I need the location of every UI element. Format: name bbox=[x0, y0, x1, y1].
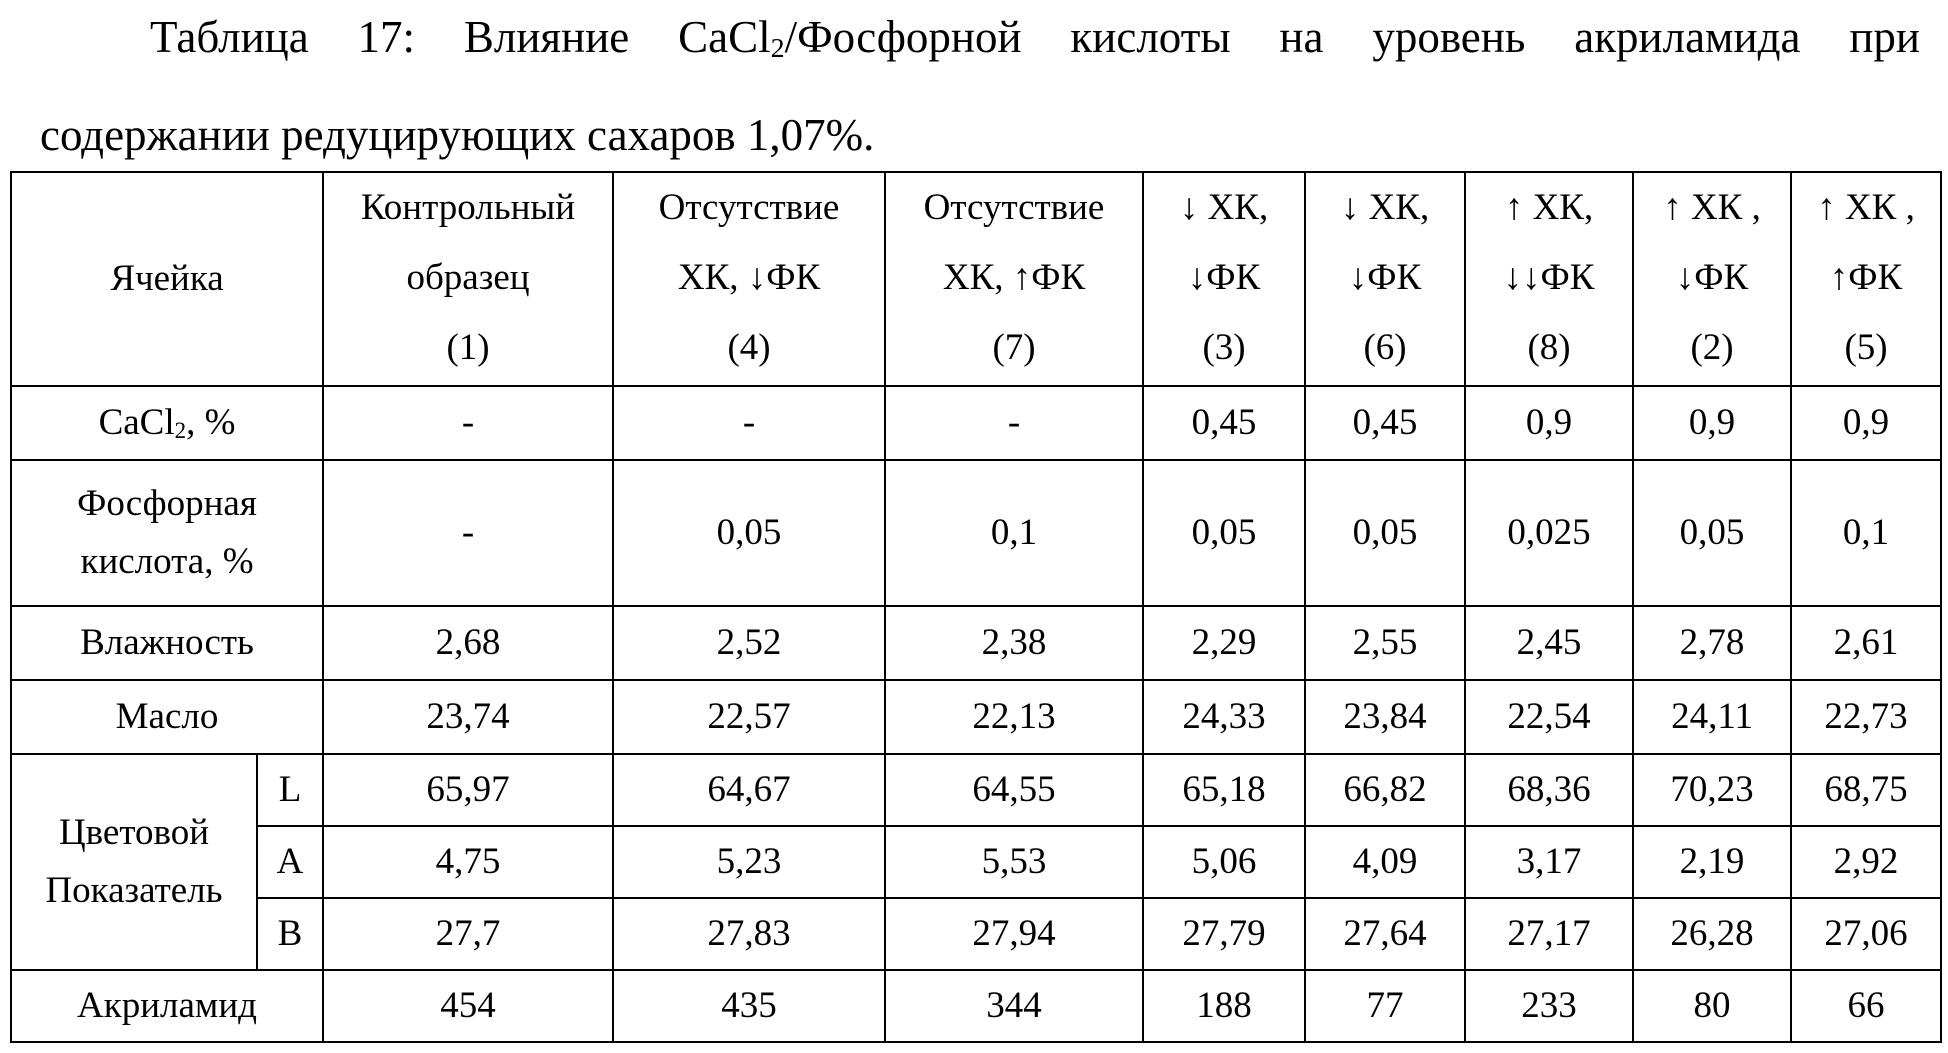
table-cell: 4,75 bbox=[323, 826, 613, 898]
table-cell: 77 bbox=[1305, 970, 1465, 1042]
column-header-line: (8) bbox=[1527, 327, 1571, 368]
column-header-line: (1) bbox=[446, 327, 490, 368]
table-cell: 2,19 bbox=[1633, 826, 1791, 898]
table-cell: - bbox=[885, 386, 1143, 460]
column-header-line: ↑ФК bbox=[1829, 257, 1903, 298]
column-header bbox=[1143, 172, 1305, 386]
table-cell: 27,17 bbox=[1465, 898, 1633, 970]
row-cacl2 bbox=[11, 386, 1941, 460]
row-phosphoric bbox=[11, 460, 1941, 606]
table-cell: 0,45 bbox=[1143, 386, 1305, 460]
table-cell: 0,1 bbox=[1791, 460, 1941, 606]
row-label-oil: Масло bbox=[11, 680, 323, 754]
column-header-line: ↓ ХК, bbox=[1340, 187, 1430, 228]
table-cell: 27,64 bbox=[1305, 898, 1465, 970]
cell-label-header: Ячейка bbox=[11, 172, 323, 386]
table-cell: 4,09 bbox=[1305, 826, 1465, 898]
table-cell: 0,05 bbox=[613, 460, 885, 606]
table-cell: 27,06 bbox=[1791, 898, 1941, 970]
row-label-L: L bbox=[257, 754, 323, 826]
table-cell: 22,57 bbox=[613, 680, 885, 754]
column-header bbox=[1305, 172, 1465, 386]
table-cell: 188 bbox=[1143, 970, 1305, 1042]
table-cell: 66,82 bbox=[1305, 754, 1465, 826]
table-cell: 0,9 bbox=[1465, 386, 1633, 460]
table-cell: 2,78 bbox=[1633, 606, 1791, 680]
row-label-A: A bbox=[257, 826, 323, 898]
table-cell: 5,53 bbox=[885, 826, 1143, 898]
table-cell: 2,38 bbox=[885, 606, 1143, 680]
table-cell: 22,54 bbox=[1465, 680, 1633, 754]
row-label-acrylamide: Акриламид bbox=[11, 970, 323, 1042]
column-header bbox=[1791, 172, 1941, 386]
column-header-line: ↓ФК bbox=[1187, 257, 1261, 298]
caption-line-2: содержании редуцирующих сахаров 1,07%. bbox=[40, 110, 875, 160]
table-cell: 70,23 bbox=[1633, 754, 1791, 826]
row-label-B: B bbox=[257, 898, 323, 970]
column-header bbox=[323, 172, 613, 386]
column-header-line: ↑ ХК , bbox=[1663, 187, 1761, 228]
table-cell: 0,05 bbox=[1305, 460, 1465, 606]
column-header-line: ↓ФК bbox=[1675, 257, 1749, 298]
table-cell: 2,68 bbox=[323, 606, 613, 680]
column-header-line: (6) bbox=[1363, 327, 1407, 368]
table-cell: 22,13 bbox=[885, 680, 1143, 754]
table-cell: 0,9 bbox=[1791, 386, 1941, 460]
table-cell: 23,84 bbox=[1305, 680, 1465, 754]
column-header-line: ХК, ↓ФК bbox=[677, 257, 821, 298]
column-header-line: Отсутствие bbox=[923, 187, 1105, 228]
table-cell: - bbox=[613, 386, 885, 460]
table-cell: - bbox=[323, 386, 613, 460]
table-cell: 435 bbox=[613, 970, 885, 1042]
column-header-line: ↑ ХК , bbox=[1817, 187, 1915, 228]
table-cell: 0,05 bbox=[1633, 460, 1791, 606]
row-oil bbox=[11, 680, 1941, 754]
table-cell: 22,73 bbox=[1791, 680, 1941, 754]
column-header-line: образец bbox=[406, 257, 530, 298]
table-cell: - bbox=[323, 460, 613, 606]
table-cell: 2,61 bbox=[1791, 606, 1941, 680]
column-header bbox=[885, 172, 1143, 386]
table-cell: 24,33 bbox=[1143, 680, 1305, 754]
table-cell: 344 bbox=[885, 970, 1143, 1042]
column-header-line: (2) bbox=[1690, 327, 1734, 368]
table-cell: 2,52 bbox=[613, 606, 885, 680]
table-caption bbox=[40, 0, 1920, 184]
column-header-line: ↑ ХК, bbox=[1504, 187, 1594, 228]
table-cell: 2,92 bbox=[1791, 826, 1941, 898]
column-header-line: Отсутствие bbox=[658, 187, 840, 228]
table-cell: 24,11 bbox=[1633, 680, 1791, 754]
table-cell: 27,94 bbox=[885, 898, 1143, 970]
table-cell: 27,7 bbox=[323, 898, 613, 970]
row-color-A bbox=[11, 826, 1941, 898]
row-label-cacl2: CaCl$_2$, % bbox=[11, 386, 323, 460]
column-header-line: ↓ ХК, bbox=[1179, 187, 1269, 228]
table-cell: 454 bbox=[323, 970, 613, 1042]
column-header-line: (7) bbox=[992, 327, 1036, 368]
table-cell: 80 bbox=[1633, 970, 1791, 1042]
table-cell: 66 bbox=[1791, 970, 1941, 1042]
table-cell: 0,1 bbox=[885, 460, 1143, 606]
table-cell: 27,79 bbox=[1143, 898, 1305, 970]
column-header-line: ↓↓ФК bbox=[1503, 257, 1595, 298]
row-color-L bbox=[11, 754, 1941, 826]
table-cell: 3,17 bbox=[1465, 826, 1633, 898]
column-header-line: (3) bbox=[1202, 327, 1246, 368]
table-cell: 68,36 bbox=[1465, 754, 1633, 826]
table-cell: 65,18 bbox=[1143, 754, 1305, 826]
table-cell: 2,45 bbox=[1465, 606, 1633, 680]
column-header bbox=[1633, 172, 1791, 386]
table-cell: 68,75 bbox=[1791, 754, 1941, 826]
table-cell: 233 bbox=[1465, 970, 1633, 1042]
table-cell: 65,97 bbox=[323, 754, 613, 826]
column-header-line: (4) bbox=[727, 327, 771, 368]
acrylamide-table bbox=[10, 171, 1942, 1043]
table-cell: 0,025 bbox=[1465, 460, 1633, 606]
table-cell: 2,55 bbox=[1305, 606, 1465, 680]
caption-line-1: Таблица 17: Влияние CaCl$_2$/Фосфорной кислоты на уровень акриламида при bbox=[150, 12, 1920, 65]
header-row bbox=[11, 172, 1941, 386]
table-cell: 0,9 bbox=[1633, 386, 1791, 460]
column-header bbox=[1465, 172, 1633, 386]
row-label-color: Цветовой Показатель bbox=[11, 754, 257, 970]
row-label-moisture: Влажность bbox=[11, 606, 323, 680]
row-color-B bbox=[11, 898, 1941, 970]
row-moisture bbox=[11, 606, 1941, 680]
table-cell: 64,55 bbox=[885, 754, 1143, 826]
table-cell: 64,67 bbox=[613, 754, 885, 826]
column-header-line: Контрольный bbox=[360, 187, 576, 228]
column-header bbox=[613, 172, 885, 386]
table-cell: 2,29 bbox=[1143, 606, 1305, 680]
row-label-phosphoric: Фосфорная кислота, % bbox=[11, 460, 323, 606]
column-header-line: ХК, ↑ФК bbox=[942, 257, 1086, 298]
table-cell: 26,28 bbox=[1633, 898, 1791, 970]
row-acrylamide bbox=[11, 970, 1941, 1042]
table-cell: 27,83 bbox=[613, 898, 885, 970]
table-cell: 5,23 bbox=[613, 826, 885, 898]
column-header-line: ↓ФК bbox=[1348, 257, 1422, 298]
table-cell: 23,74 bbox=[323, 680, 613, 754]
column-header-line: (5) bbox=[1844, 327, 1888, 368]
table-cell: 0,45 bbox=[1305, 386, 1465, 460]
table-cell: 5,06 bbox=[1143, 826, 1305, 898]
table-cell: 0,05 bbox=[1143, 460, 1305, 606]
